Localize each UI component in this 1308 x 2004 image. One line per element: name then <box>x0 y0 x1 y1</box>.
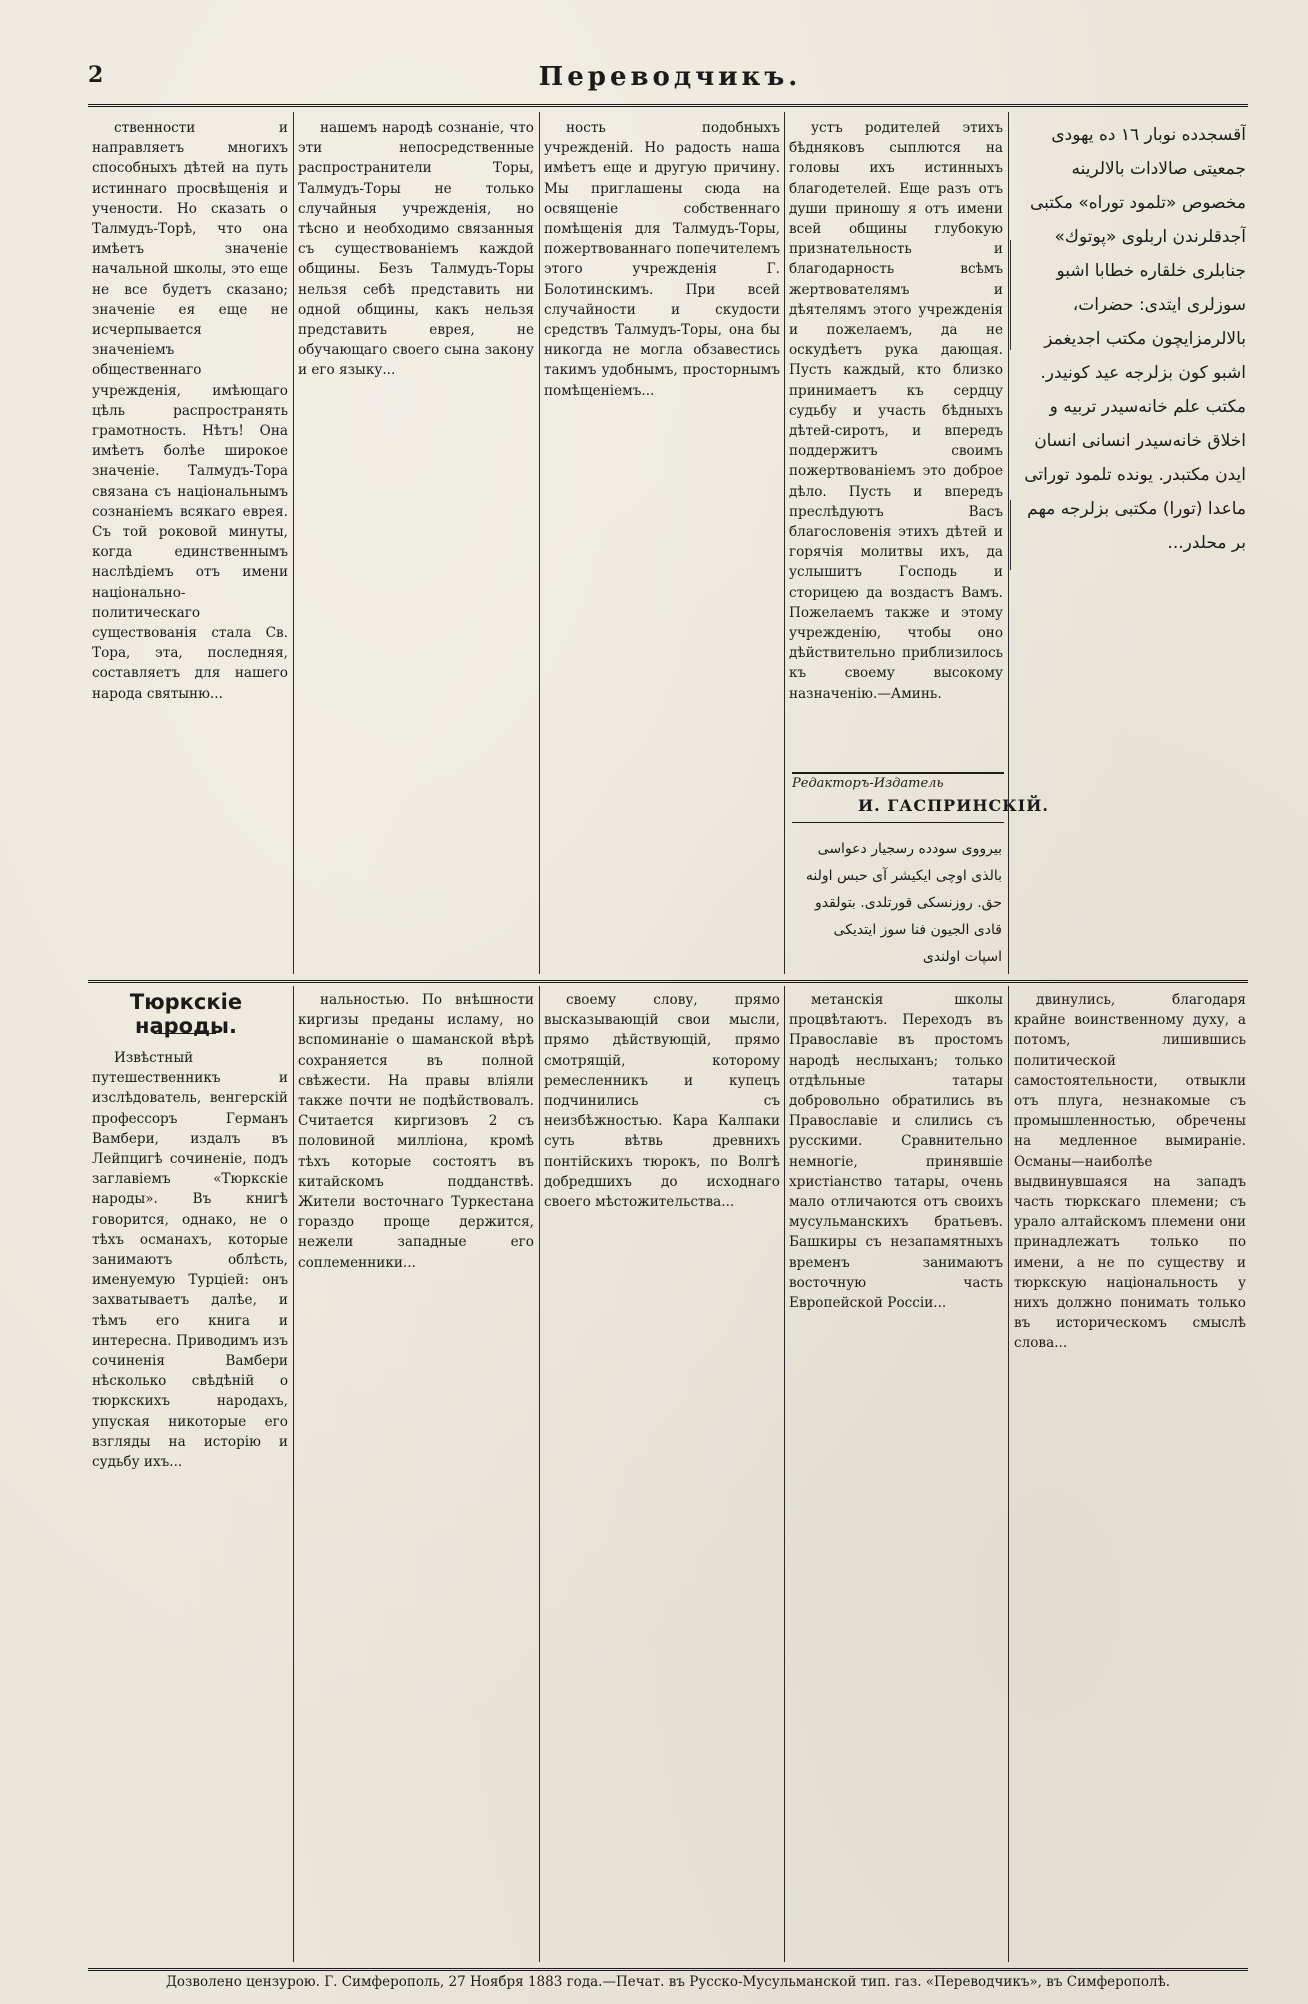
footer-rule <box>88 1968 1248 1971</box>
column-text: ственности и направляетъ многихъ способныхъ дѣтей на путь истиннаго просвѣщенія и учености. Но сказать о Талмудъ-Торѣ, что она имѣетъ значеніе начальной школы, это еще не все будетъ сказано; значеніе ея еще не исчерпывается значеніемъ общественнаго учрежденія, имѣющаго цѣль распространять грамотность. Нѣтъ! Она имѣетъ болѣе широкое значеніе. Талмудъ-Тора связана съ національнымъ сознаніемъ всякаго еврея. Съ той роковой минуты, когда единственнымъ наслѣдіемъ отъ имени національно-политическаго существованія стала Св. Тора, эта, последняя, составляетъ для нашего народа святыню... <box>92 120 288 702</box>
turkish-notice-text: بیرووی سوددە رسجیار دعواسی بالذى اوچى ایکیشر آى حبس اولنه حق. روزنسکی قورتلدی. بتولقدو قادی الجیون فنا سوز ایتدیکی اسپات اولندی <box>805 841 1002 965</box>
section-rule <box>88 980 1248 983</box>
column-divider <box>784 112 785 974</box>
header-rule <box>88 104 1248 107</box>
editor-label: Редакторъ-Издатель <box>792 776 944 791</box>
margin-mark <box>1010 500 1011 570</box>
turkish-notice <box>792 836 1002 972</box>
article-column-1 <box>92 1048 288 1960</box>
article-column-2 <box>298 990 534 1960</box>
turkish-column-text: آقسجدده نوبار ١٦ دە يهودى جمعیتی صالادات بالالرینه مخصوص «تلمود توراه» مکتبی آجدقلرندن اربلوى «پوتوك» جنابلرى خلقاره خطابا اشبو سوزلرى ایتدى: حضرات، بالالرمزایچون مکتب اجدیغمز اشبو کون بزلرجه عید کونیدر. مکتب علم خانەسیدر تربيه و اخلاق خانەسیدر انسانی انسان ایدن مکتبدر. یونده تلمود توراتی ماعدا (تورا) مکتبی بزلرجه مهم بر محلدر... <box>1024 125 1246 553</box>
column-text: нальностью. По внѣшности киргизы преданы исламу, но вспоминаніе о шаманской вѣрѣ сохраняется въ полной свѣжести. На правы вліяли также почти не подѣйствовалъ. Считается киргизовъ 2 съ половиной милліона, кромѣ тѣхъ которые состоятъ въ китайскомъ подданствѣ. Жители восточнаго Туркестана гораздо проще держится, нежели западные его соплеменники... <box>298 992 534 1271</box>
article-column-5 <box>1014 990 1246 1960</box>
column-divider <box>1008 986 1009 1962</box>
column-divider <box>539 112 540 974</box>
column-text: метанскія школы процвѣтаютъ. Переходъ въ Православіе въ простомъ народѣ неслыханъ; только отдѣльные татары добровольно обратились въ Православіе и слились съ русскими. Сравнительно немногіе, принявшіе христіанство татары, очень мало отличаются отъ своихъ мусульманскихъ братьевъ. Башкиры съ незапамятныхъ временъ занимаютъ восточную часть Европейской Россіи... <box>789 992 1003 1312</box>
editor-rule <box>792 772 1004 774</box>
column-divider <box>1008 112 1009 974</box>
column-text: устъ родителей этихъ бѣдняковъ сыплются на головы ихъ истинныхъ благодетелей. Еще разъ отъ души приношу я отъ имени всей общины глубокую признательность и благодарность всѣмъ жертвователямъ и дѣятелямъ этого учрежденія и пожелаемъ, да не оскудѣетъ рука дающая. Пусть каждый, кто близко принимаетъ къ сердцу судьбу и участь бѣдныхъ дѣтей-сиротъ, и впередъ поддержитъ своимъ пожертвованіемъ это доброе дѣло. Пусть и впередъ преслѣдуютъ Васъ благословенія этихъ дѣтей и горячія молитвы ихъ, да услышитъ Господь и сторицею да воздастъ Вамъ. Пожелаемъ также и этому учрежденію, чтобы оно дѣйствительно приблизилось къ своему высокому назначенію.—Аминь. <box>789 120 1003 702</box>
column-divider <box>784 986 785 1962</box>
column-divider <box>293 986 294 1962</box>
section-title: Тюркскіе народы. <box>129 990 243 1038</box>
column-text: Извѣстный путешественникъ и изслѣдователь, венгерскій профессоръ Германъ Вамбери, издалъ въ Лейпцигѣ сочиненіе, подъ заглавіемъ «Тюркскіе народы». Въ книгѣ говорится, однако, не о тѣхъ османахъ, которые занимаютъ облѣсть, именуемую Турціей: онъ захватываетъ далѣе, и тѣмъ его книга и интересна. Приводимъ изъ сочиненія Вамбери нѣсколько свѣдѣній о тюркскихъ народахъ, упуская никоторые его взгляды на исторію и судьбу ихъ... <box>92 1050 288 1471</box>
article-column-1 <box>92 118 288 970</box>
title-underline <box>154 1033 216 1034</box>
turkish-column <box>1014 118 1246 970</box>
column-text: своему слову, прямо высказывающій свои мысли, прямо дѣйствующій, прямо смотрящій, которому ремесленникъ и купецъ подчинились съ неизбѣжностью. Кара Калпаки суть вѣтвь древнихъ понтійскихъ тюрокъ, по Волгѣ добредшихъ до исходнаго своего мѣстожительства... <box>544 992 780 1211</box>
article-column-4 <box>789 118 1003 768</box>
page-number: 2 <box>88 62 104 88</box>
article-column-3 <box>544 118 780 970</box>
article-column-2 <box>298 118 534 970</box>
column-divider <box>539 986 540 1962</box>
article-column-3 <box>544 990 780 1960</box>
article-column-4 <box>789 990 1003 1960</box>
column-text: двинулись, благодаря крайне воинственному духу, а потомъ, лишившись политической самостоятельности, отвыкли отъ плуга, незнакомые съ промышленностью, обречены на медленное вымираніе. Османы—наиболѣе выдвинувшаяся на западъ часть тюркскаго племени; съ урало алтайскомъ племени они принадлежатъ только по имени, а не по существу и тюркскую національность у нихъ должно понимать только въ историческомъ смыслѣ слова... <box>1014 992 1246 1352</box>
masthead-title: Переводчикъ. <box>538 62 802 92</box>
imprint-footer: Дозволено цензурою. Г. Симферополь, 27 Ноября 1883 года.—Печат. въ Русско-Мусульманской тип. газ. «Переводчикъ», въ Симферополѣ. <box>165 1974 1171 1990</box>
editor-rule <box>792 822 1004 823</box>
column-text: нашемъ народѣ сознаніе, что эти непосредственные распространители Торы, Талмудъ-Торы не только случайныя учрежденія, но тѣсно и необходимо связанныя съ существованіемъ каждой общины. Безъ Талмудъ-Торы нельзя себѣ представить ни одной общины, какъ нельзя представить еврея, не обучающаго своего сына закону и его языку... <box>298 120 534 379</box>
column-divider <box>293 112 294 974</box>
editor-name: И. ГАСПРИНСКІЙ. <box>858 796 1049 815</box>
margin-mark <box>1010 240 1011 350</box>
column-text: ность подобныхъ учрежденій. Но радость наша имѣетъ еще и другую причину. Мы приглашены сюда на освященіе собственнаго помѣщенія для Талмудъ-Торы, пожертвованнаго попечителемъ этого учрежденія Г. Болотинскимъ. При всей случайности и скудости средствъ Талмудъ-Торы, она бы никогда не могла обзавестись такимъ удобнымъ, просторнымъ помѣщеніемъ... <box>544 120 780 399</box>
